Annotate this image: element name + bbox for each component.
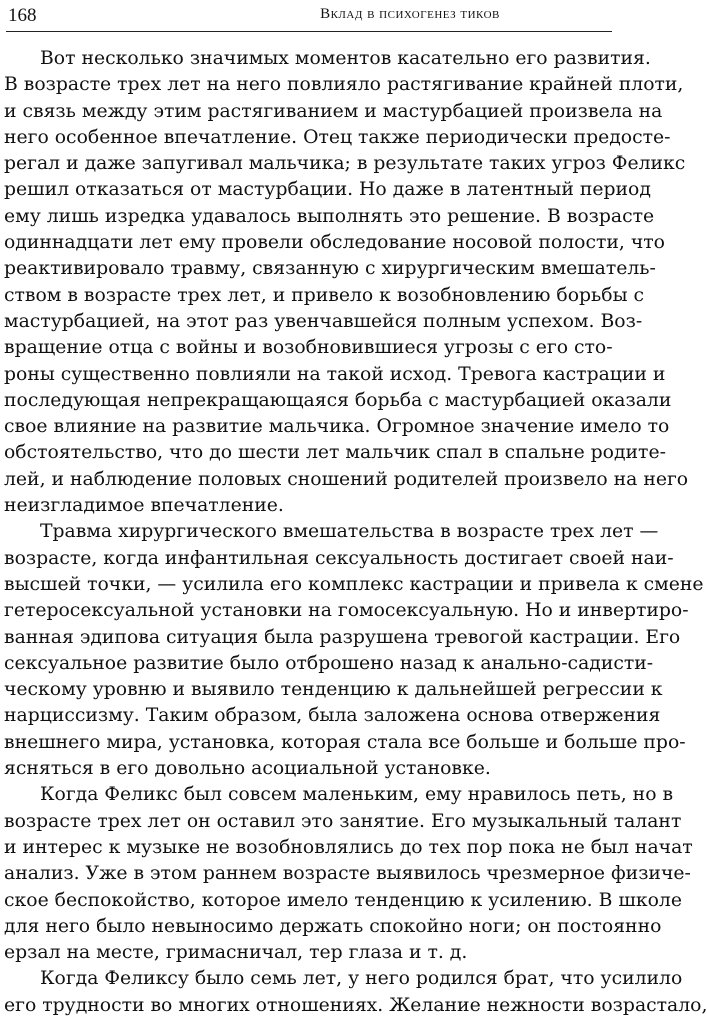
- text-line: Вот несколько значимых моментов касательно его развития.: [40, 48, 651, 69]
- text-line: В возрасте трех лет на него повлияло растягивание крайней плоти,: [4, 74, 684, 96]
- text-line: и интерес к музыке не возобновлялись до тех пор пока не был начат: [4, 836, 693, 858]
- text-line: его трудности во многих отношениях. Желание нежности возрастало,: [4, 994, 707, 1016]
- text-line: и связь между этим растягиванием и мастурбацией произвела на: [4, 100, 663, 122]
- text-line: обстоятельство, что до шести лет мальчик спал в спальне родите-: [4, 442, 666, 464]
- text-line: нарциссизму. Таким образом, была заложена основа отвержения: [4, 705, 661, 727]
- text-line: высшей точки, — усилила его комплекс кастрации и привела к смене: [4, 573, 704, 595]
- text-line: Травма хирургического вмешательства в возрасте трех лет —: [40, 521, 659, 543]
- text-line: последующая непрекращающаяся борьба с мастурбацией оказали: [4, 389, 672, 411]
- text-line: для него было невыносимо держать спокойно ноги; он постоянно: [4, 915, 662, 937]
- text-line: Когда Феликсу было семь лет, у него родился брат, что усилило: [40, 968, 683, 990]
- text-line: мастурбацией, на этот раз увенчавшейся полным успехом. Воз-: [4, 310, 643, 332]
- text-line: лей, и наблюдение половых сношений родителей произвело на него: [4, 468, 689, 490]
- text-line: возрасте, когда инфантильная сексуальность достигает своей наи-: [4, 547, 674, 569]
- text-line: него особенное впечатление. Отец также периодически предосте-: [4, 126, 671, 148]
- text-line: решил отказаться от мастурбации. Но даже в латентный период: [4, 179, 651, 201]
- text-line: гетеросексуальной установки на гомосексуальную. Но и инвертиро-: [4, 600, 689, 622]
- running-title: Вклад в психогенез тиков: [320, 6, 500, 22]
- text-line: Когда Феликс был совсем маленьким, ему нравилось петь, но в: [40, 784, 674, 806]
- text-line: анализ. Уже в этом раннем возрасте выявилось чрезмерное физиче-: [4, 863, 691, 885]
- text-line: роны существенно повлияли на такой исход. Тревога кастрации и: [4, 363, 666, 385]
- text-line: возрасте трех лет он оставил это занятие. Его музыкальный талант: [4, 810, 682, 832]
- text-line: свое влияние на развитие мальчика. Огромное значение имело то: [4, 416, 670, 438]
- paragraph: [4, 966, 707, 1019]
- running-header: [6, 0, 614, 30]
- text-line: вращение отца с войны и возобновившиеся угрозы с его сто-: [4, 337, 613, 359]
- header-rule: [6, 31, 612, 32]
- body-text: [4, 46, 707, 1019]
- text-line: ское беспокойство, которое имело тенденцию к усилению. В школе: [4, 889, 682, 911]
- text-line: одиннадцати лет ему провели обследование носовой полости, что: [4, 232, 665, 254]
- paragraph: [4, 46, 689, 519]
- text-line: ерзал на месте, гримасничал, тер глаза и т. д.: [4, 942, 468, 964]
- text-line: ством в возрасте трех лет, и привело к возобновлению борьбы с: [4, 284, 645, 306]
- text-line: ванная эдипова ситуация была разрушена тревогой кастрации. Его: [4, 626, 681, 648]
- text-line: ему лишь изредка удавалось выполнять это решение. В возрасте: [4, 205, 655, 227]
- text-line: внешнего мира, установка, которая стала все больше и больше про-: [4, 731, 686, 753]
- page-number: 168: [8, 5, 37, 26]
- text-line: неизгладимое впечатление.: [4, 495, 284, 517]
- text-line: сексуальное развитие было отброшено назад к анально-садисти-: [4, 652, 654, 674]
- text-line: регал и даже запугивал мальчика; в результате таких угроз Феликс: [4, 153, 686, 175]
- paragraph: [4, 782, 693, 966]
- paragraph: [4, 519, 704, 782]
- text-line: реактивировало травму, связанную с хирургическим вмешатель-: [4, 258, 656, 280]
- text-line: ческому уровню и выявило тенденцию к дальнейшей регрессии к: [4, 679, 663, 701]
- text-line: ясняться в его довольно асоциальной установке.: [4, 758, 491, 780]
